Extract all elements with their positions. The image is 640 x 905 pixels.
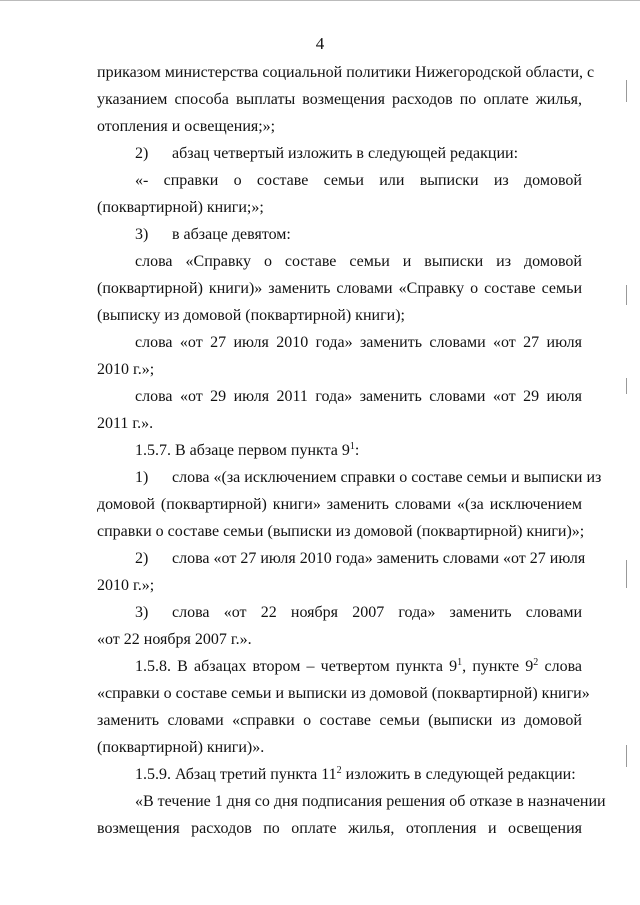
text-line: (поквартирной) книги)». [97, 739, 265, 756]
text-fragment: 1.5.9. Абзац третий пункта 11 [135, 766, 337, 783]
text-fragment: : [354, 442, 360, 459]
text-line: указанием способа выплаты возмещения расходов по оплате жилья, [97, 91, 582, 108]
superscript: 1 [457, 657, 463, 668]
text-line [135, 657, 582, 677]
text-line: справки о составе семьи (выписки из домовой (поквартирной) книги)»; [97, 523, 585, 540]
list-number: 3) [135, 604, 149, 621]
text-fragment: , пункте 9 [462, 658, 534, 675]
text-fragment: слова [538, 658, 583, 675]
text-line: слова «Справку о составе семьи и выписки из домовой [135, 253, 582, 270]
text-line [135, 765, 582, 785]
text-line: отопления и освещения;»; [97, 118, 276, 135]
superscript: 2 [533, 657, 539, 668]
text-line: (выписку из домовой (поквартирной) книги); [97, 307, 405, 324]
list-number: 2) [135, 550, 149, 567]
text-line: приказом министерства социальной политики Нижегородской области, с [97, 64, 595, 81]
scan-mark [626, 285, 627, 305]
scan-edge [0, 0, 640, 1]
text-fragment: 1.5.7. В абзаце первом пункта 9 [135, 442, 350, 459]
scan-mark [626, 745, 627, 767]
text-line: домовой (поквартирной) книги» заменить словами «(за исключением [97, 496, 582, 513]
scan-mark [626, 560, 627, 588]
text-line: «- справки о составе семьи или выписки из домовой [135, 172, 582, 189]
text-line: 2010 г.»; [97, 577, 155, 594]
text-fragment: 1.5.8. В абзацах втором – четвертом пункта 9 [135, 658, 458, 675]
page-number: 4 [315, 34, 325, 53]
text-line: слова «от 22 ноября 2007 года» заменить словами [172, 604, 582, 621]
text-line: в абзаце девятом: [172, 226, 291, 243]
text-line: возмещения расходов по оплате жилья, отопления и освещения [97, 820, 582, 837]
superscript: 1 [349, 441, 355, 452]
text-line: слова «от 27 июля 2010 года» заменить словами «от 27 июля [135, 334, 582, 351]
list-number: 3) [135, 226, 149, 243]
text-line: «В течение 1 дня со дня подписания решения об отказе в назначении [135, 793, 606, 810]
text-line: слова «от 27 июля 2010 года» заменить словами «от 27 июля [172, 550, 586, 567]
text-fragment [135, 658, 582, 675]
text-fragment: изложить в следующей редакции: [341, 766, 576, 783]
text-line: «от 22 ноября 2007 г.». [97, 631, 252, 648]
list-number: 2) [135, 145, 149, 162]
text-line: слова «(за исключением справки о составе семьи и выписки из [172, 469, 602, 486]
text-line: (поквартирной) книги)» заменить словами «Справку о составе семьи [97, 280, 582, 297]
superscript: 2 [336, 765, 342, 776]
text-line: (поквартирной) книги;»; [97, 199, 264, 216]
text-line: абзац четвертый изложить в следующей редакции: [172, 145, 519, 162]
scan-mark [626, 80, 627, 102]
scan-mark [626, 378, 627, 394]
text-line [135, 441, 582, 461]
text-line: 2010 г.»; [97, 361, 155, 378]
text-line: 2011 г.». [97, 415, 154, 432]
list-number: 1) [135, 469, 149, 486]
text-line: слова «от 29 июля 2011 года» заменить словами «от 29 июля [135, 388, 582, 405]
text-line: «справки о составе семьи и выписки из домовой (поквартирной) книги» [97, 685, 590, 702]
text-line: заменить словами «справки о составе семьи (выписки из домовой [97, 712, 582, 729]
